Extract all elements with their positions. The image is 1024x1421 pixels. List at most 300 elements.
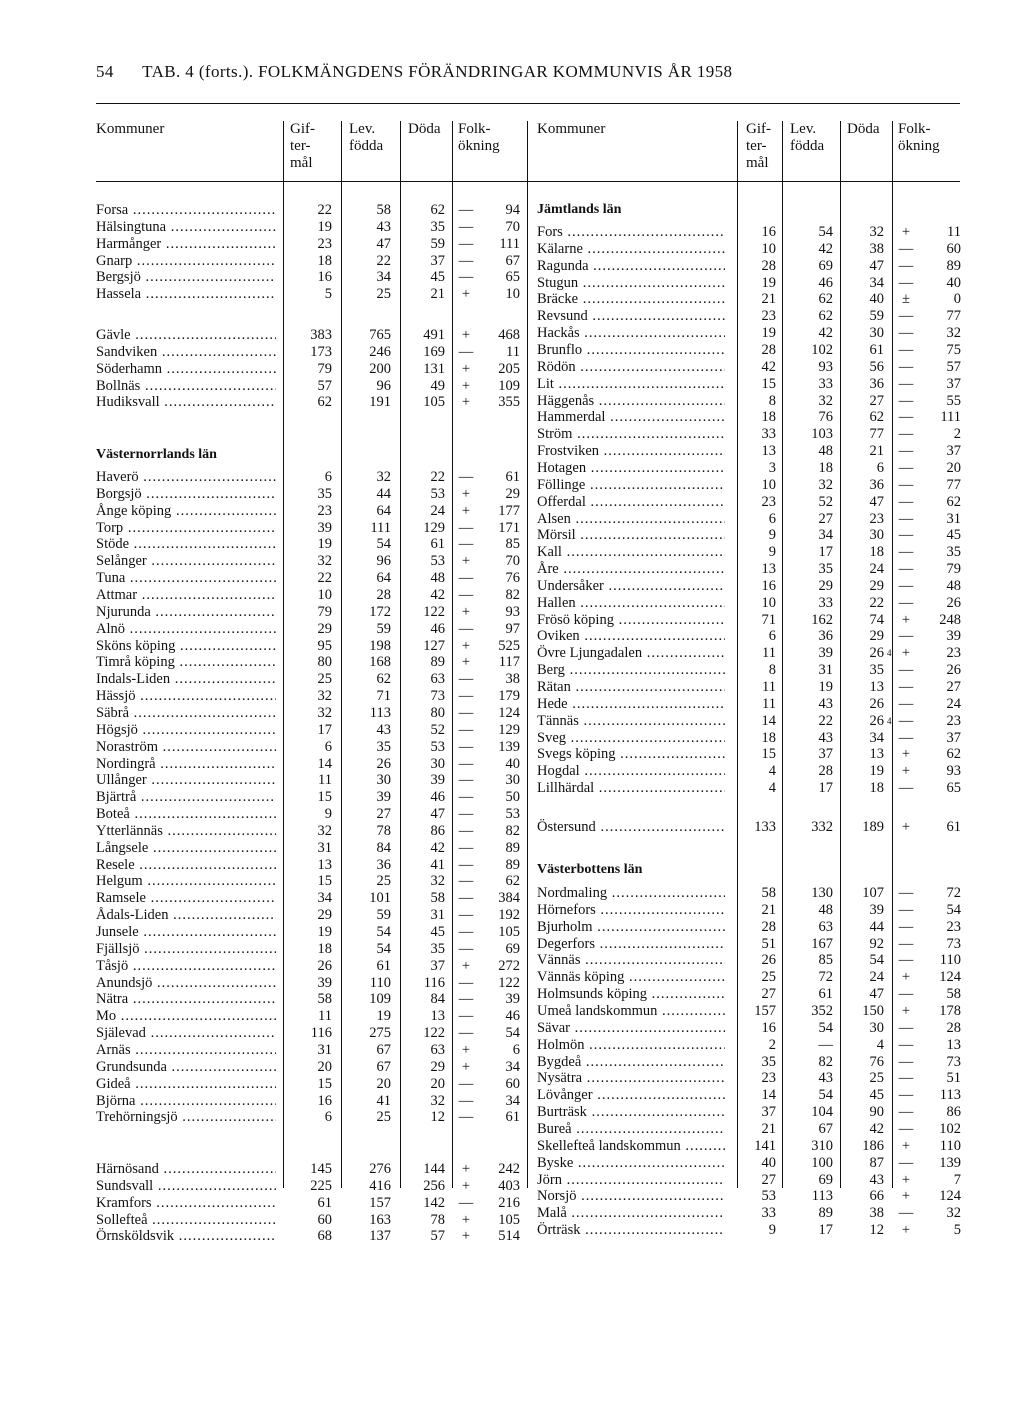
levfodda-value: 34 <box>818 527 833 544</box>
change-sign: + <box>461 360 471 377</box>
doda-value: 73 <box>430 688 445 704</box>
header-levfodda-left: Lev. födda <box>349 121 384 154</box>
change-sign: + <box>461 1211 471 1228</box>
giftermal-value: 26 <box>761 952 776 969</box>
giftermal-value: 28 <box>761 257 776 274</box>
table-row <box>0 857 1024 874</box>
giftermal-value: 79 <box>317 360 332 377</box>
folkokning-value: 20 <box>946 459 961 476</box>
levfodda-value: 48 <box>818 443 833 460</box>
kommun-name: Harmånger ..... <box>96 236 276 253</box>
doda-value: 34 <box>869 729 884 746</box>
kommun-name: Nätra ..... <box>96 991 276 1008</box>
kommun-name: Östersund ..... <box>537 819 725 836</box>
kommun-name: Borgsjö ..... <box>96 486 276 503</box>
levfodda-value: 157 <box>369 1194 391 1211</box>
header-kommuner-right: Kommuner <box>537 121 606 137</box>
folkokning-value: 45 <box>946 527 961 544</box>
levfodda-value: 52 <box>818 493 833 510</box>
folkokning-value: 403 <box>498 1177 520 1194</box>
change-sign: + <box>461 603 471 620</box>
table-row <box>0 819 1024 836</box>
table-row <box>0 662 1024 679</box>
folkokning-value: 86 <box>946 1104 961 1120</box>
kommun-name: Bergsjö ..... <box>96 269 276 286</box>
change-sign: — <box>898 1070 914 1087</box>
levfodda-value: 332 <box>811 819 833 835</box>
folkokning-value: 23 <box>946 645 961 662</box>
table-row <box>0 1155 1024 1172</box>
kommun-name: Bollnäs ..... <box>96 378 276 395</box>
folkokning-value: 54 <box>946 901 961 918</box>
change-sign: — <box>458 940 474 957</box>
change-sign: — <box>458 202 474 218</box>
folkokning-value: 77 <box>946 476 961 493</box>
levfodda-value: 100 <box>811 1154 833 1171</box>
giftermal-value: 33 <box>761 426 776 443</box>
table-row <box>0 578 1024 595</box>
change-sign: — <box>458 873 474 890</box>
folkokning-value: 29 <box>505 485 520 502</box>
folkokning-value: 51 <box>946 1070 961 1087</box>
folkokning-value: 205 <box>498 360 520 377</box>
doda-value: 40 <box>869 291 884 308</box>
change-sign: — <box>458 822 474 839</box>
kommun-name: Indals-Liden ..... <box>96 671 276 688</box>
doda-value: 61 <box>869 342 884 358</box>
giftermal-value: 22 <box>317 202 332 218</box>
giftermal-value: 26 <box>317 957 332 974</box>
change-sign: — <box>898 426 914 443</box>
folkokning-value: 272 <box>498 957 520 974</box>
table-row <box>0 1138 1024 1155</box>
doda-value: 122 <box>423 603 445 620</box>
giftermal-value: 27 <box>761 986 776 1003</box>
doda-value: 45 <box>430 924 445 940</box>
folkokning-value: 124 <box>498 704 520 721</box>
kommun-name: Junsele ..... <box>96 924 276 941</box>
kommun-name: Stugun ..... <box>537 275 725 292</box>
change-sign: — <box>898 885 914 901</box>
folkokning-value: 10 <box>505 286 520 303</box>
giftermal-value: 3 <box>768 459 776 476</box>
doda-value: 43 <box>869 1171 884 1188</box>
change-sign: — <box>458 218 474 235</box>
levfodda-value: 22 <box>376 252 391 269</box>
kommun-name: Fors ..... <box>537 224 725 241</box>
table-row <box>0 308 1024 325</box>
giftermal-value: 15 <box>761 375 776 392</box>
giftermal-value: 29 <box>317 620 332 637</box>
change-sign: + <box>901 224 911 240</box>
folkokning-value: 93 <box>946 763 961 780</box>
doda-value: 38 <box>869 240 884 257</box>
folkokning-value: 5 <box>953 1222 961 1238</box>
table-row <box>0 1205 1024 1222</box>
kommun-name: Hudiksvall ..... <box>96 394 276 411</box>
levfodda-value: 35 <box>818 561 833 577</box>
kommun-name: Alnö ..... <box>96 621 276 638</box>
doda-value: 169 <box>423 343 445 360</box>
levfodda-value: 200 <box>369 360 391 377</box>
doda-value: 26 <box>869 695 884 712</box>
change-sign: + <box>461 1177 471 1194</box>
doda-value: 34 <box>869 274 884 291</box>
folkokning-value: 70 <box>505 218 520 235</box>
table-row <box>0 342 1024 359</box>
folkokning-value: 94 <box>505 202 520 218</box>
folkokning-value: 62 <box>505 873 520 890</box>
table-row <box>0 595 1024 612</box>
giftermal-value: 13 <box>761 443 776 460</box>
levfodda-value: 36 <box>376 856 391 873</box>
folkokning-value: 61 <box>946 819 961 835</box>
folkokning-value: 65 <box>505 269 520 286</box>
giftermal-value: 20 <box>317 1058 332 1075</box>
giftermal-value: 6 <box>768 628 776 645</box>
table-row <box>0 291 1024 308</box>
section-title: Jämtlands län <box>537 202 622 217</box>
doda-value: 54 <box>869 952 884 969</box>
table-row <box>0 258 1024 275</box>
change-sign: — <box>458 772 474 789</box>
levfodda-value: 104 <box>811 1104 833 1120</box>
giftermal-value: 53 <box>761 1188 776 1205</box>
giftermal-value: 23 <box>761 493 776 510</box>
table-row <box>0 628 1024 645</box>
levfodda-value: 18 <box>818 459 833 476</box>
doda-value: 26 <box>869 645 884 662</box>
levfodda-value: 765 <box>369 327 391 343</box>
kommun-name: Anundsjö ..... <box>96 975 276 992</box>
levfodda-value: 43 <box>818 695 833 712</box>
doda-value: 59 <box>430 235 445 252</box>
levfodda-value: 167 <box>811 935 833 952</box>
doda-value: 13 <box>869 679 884 695</box>
table-row <box>0 1188 1024 1205</box>
kommun-name: Burträsk ..... <box>537 1104 725 1121</box>
kommun-name: Härnösand ..... <box>96 1161 276 1178</box>
doda-value: 47 <box>869 257 884 274</box>
kommun-name: Arnäs ..... <box>96 1042 276 1059</box>
change-sign: + <box>461 286 471 303</box>
table-row <box>0 224 1024 241</box>
folkokning-value: 79 <box>946 561 961 577</box>
change-sign: — <box>458 755 474 772</box>
giftermal-value: 225 <box>310 1177 332 1194</box>
giftermal-value: 17 <box>317 721 332 738</box>
folkokning-value: 61 <box>505 469 520 485</box>
table-row <box>0 1222 1024 1239</box>
doda-value: 92 <box>869 935 884 952</box>
giftermal-value: 9 <box>324 806 332 822</box>
giftermal-value: 9 <box>768 1222 776 1238</box>
giftermal-value: 68 <box>317 1228 332 1245</box>
giftermal-value: 19 <box>317 536 332 553</box>
levfodda-value: 85 <box>818 952 833 969</box>
levfodda-value: 32 <box>818 392 833 409</box>
change-sign: — <box>898 1019 914 1036</box>
kommun-name: Tåsjö ..... <box>96 958 276 975</box>
table-row <box>0 1070 1024 1087</box>
doda-value: 24 <box>869 969 884 986</box>
table-row <box>0 696 1024 713</box>
giftermal-value: 33 <box>761 1205 776 1222</box>
folkokning-value: 54 <box>505 1025 520 1042</box>
change-sign: + <box>461 553 471 570</box>
kommun-name: Hallen ..... <box>537 595 725 612</box>
levfodda-value: 62 <box>376 671 391 688</box>
kommun-name: Noraström ..... <box>96 739 276 756</box>
doda-value: 47 <box>430 806 445 822</box>
change-sign: + <box>461 1041 471 1058</box>
change-sign: — <box>898 375 914 392</box>
folkokning-value: 82 <box>505 587 520 603</box>
giftermal-value: 8 <box>768 392 776 409</box>
giftermal-value: 2 <box>768 1036 776 1053</box>
giftermal-value: 57 <box>317 377 332 394</box>
table-row <box>0 511 1024 528</box>
change-sign: — <box>898 257 914 274</box>
table-row <box>0 241 1024 258</box>
kommun-name: Selånger ..... <box>96 553 276 570</box>
table-row <box>0 494 1024 511</box>
levfodda-value: 101 <box>369 890 391 907</box>
table-row <box>0 1020 1024 1037</box>
folkokning-value: 124 <box>939 1188 961 1205</box>
table-row <box>0 275 1024 292</box>
giftermal-value: 34 <box>317 890 332 907</box>
table-row <box>0 713 1024 730</box>
levfodda-value: 54 <box>818 224 833 240</box>
levfodda-value: 82 <box>818 1053 833 1070</box>
doda-value: 4 <box>876 1036 884 1053</box>
doda-value: 53 <box>430 553 445 570</box>
giftermal-value: 11 <box>762 695 776 712</box>
giftermal-value: 6 <box>324 1109 332 1126</box>
kommun-name: Åre ..... <box>537 561 725 578</box>
giftermal-value: 6 <box>324 738 332 755</box>
levfodda-value: 62 <box>818 308 833 325</box>
change-sign: — <box>458 806 474 822</box>
levfodda-value: 28 <box>376 587 391 603</box>
kommun-name: Timrå köping ..... <box>96 654 276 671</box>
levfodda-value: 276 <box>369 1161 391 1177</box>
table-row <box>0 561 1024 578</box>
folkokning-value: 23 <box>946 918 961 935</box>
kommun-name: Haverö ..... <box>96 469 276 486</box>
doda-value: 22 <box>430 469 445 485</box>
levfodda-value: 42 <box>818 325 833 342</box>
folkokning-value: 60 <box>505 1075 520 1092</box>
change-sign: + <box>461 637 471 654</box>
levfodda-value: 110 <box>369 974 391 991</box>
giftermal-value: 18 <box>317 252 332 269</box>
giftermal-value: 42 <box>761 358 776 375</box>
giftermal-value: 40 <box>761 1154 776 1171</box>
giftermal-value: 6 <box>768 510 776 527</box>
kommun-name: Holmsunds köping ..... <box>537 986 725 1003</box>
giftermal-value: 39 <box>317 974 332 991</box>
kommun-name: Hotagen ..... <box>537 460 725 477</box>
levfodda-value: 31 <box>818 662 833 679</box>
table-row <box>0 986 1024 1003</box>
doda-value: 256 <box>423 1177 445 1194</box>
header-doda-left: Döda <box>408 121 441 137</box>
folkokning-value: 37 <box>946 729 961 746</box>
levfodda-value: 17 <box>818 544 833 561</box>
giftermal-value: 29 <box>317 907 332 924</box>
change-sign: + <box>901 1137 911 1154</box>
table-row <box>0 840 1024 857</box>
folkokning-value: 58 <box>946 986 961 1003</box>
levfodda-value: 28 <box>818 763 833 780</box>
change-sign: + <box>901 969 911 986</box>
levfodda-value: 43 <box>376 721 391 738</box>
folkokning-value: 61 <box>505 1109 520 1126</box>
folkokning-value: 248 <box>939 611 961 628</box>
levfodda-value: 47 <box>376 235 391 252</box>
kommun-name: Mo ..... <box>96 1008 276 1025</box>
levfodda-value: 39 <box>376 789 391 806</box>
kommun-name: Lit ..... <box>537 376 725 393</box>
kommun-name: Kälarne ..... <box>537 241 725 258</box>
levfodda-value: 72 <box>818 969 833 986</box>
doda-value: 53 <box>430 738 445 755</box>
change-sign: — <box>898 695 914 712</box>
table-row <box>0 763 1024 780</box>
giftermal-value: 173 <box>310 343 332 360</box>
levfodda-value: 191 <box>369 394 391 411</box>
kommun-name: Sävar ..... <box>537 1020 725 1037</box>
header-folkokning-right: Folk- ökning <box>898 121 940 154</box>
change-sign: + <box>901 611 911 628</box>
change-sign: — <box>458 1109 474 1126</box>
change-sign: — <box>898 342 914 358</box>
levfodda-value: 89 <box>818 1205 833 1222</box>
doda-value: 90 <box>869 1104 884 1120</box>
change-sign: — <box>458 1075 474 1092</box>
levfodda-value: 37 <box>818 746 833 763</box>
giftermal-value: 15 <box>317 1075 332 1092</box>
giftermal-value: 23 <box>317 235 332 252</box>
doda-value: 53 <box>430 485 445 502</box>
footnote-marker: 4 <box>887 648 892 659</box>
doda-value: 20 <box>430 1075 445 1092</box>
folkokning-value: 34 <box>505 1058 520 1075</box>
folkokning-value: 31 <box>946 510 961 527</box>
table-row <box>0 1003 1024 1020</box>
folkokning-value: 57 <box>946 358 961 375</box>
folkokning-value: 34 <box>505 1092 520 1109</box>
folkokning-value: 111 <box>940 409 961 426</box>
levfodda-value: 172 <box>369 603 391 620</box>
table-row <box>0 376 1024 393</box>
doda-value: 48 <box>430 570 445 587</box>
giftermal-value: 19 <box>761 325 776 342</box>
giftermal-value: 11 <box>762 645 776 662</box>
change-sign: — <box>458 469 474 485</box>
folkokning-value: 23 <box>946 712 961 729</box>
table-title: TAB. 4 (forts.). FOLKMÄNGDENS FÖRÄNDRINGAR KOMMUNVIS ÅR 1958 <box>142 62 733 81</box>
page-header <box>96 62 732 82</box>
table-row <box>0 477 1024 494</box>
folkokning-value: 6 <box>512 1041 520 1058</box>
change-sign: — <box>898 594 914 611</box>
levfodda-value: 25 <box>376 286 391 303</box>
change-sign: + <box>461 1161 471 1177</box>
giftermal-value: 35 <box>317 485 332 502</box>
doda-value: 47 <box>869 986 884 1003</box>
kommun-name: Gnarp ..... <box>96 253 276 270</box>
giftermal-value: 23 <box>761 308 776 325</box>
folkokning-value: 37 <box>946 375 961 392</box>
table-row <box>0 202 1024 219</box>
kommun-name: Gävle ..... <box>96 327 276 344</box>
folkokning-value: 39 <box>946 628 961 645</box>
giftermal-value: 18 <box>317 940 332 957</box>
kommun-name: Malå ..... <box>537 1205 725 1222</box>
table-row <box>0 393 1024 410</box>
doda-value: 29 <box>869 628 884 645</box>
kommun-name: Boteå ..... <box>96 806 276 823</box>
table-row <box>0 544 1024 561</box>
giftermal-value: 14 <box>317 755 332 772</box>
change-sign: — <box>898 358 914 375</box>
doda-value: 38 <box>869 1205 884 1222</box>
giftermal-value: 11 <box>762 679 776 695</box>
giftermal-value: 22 <box>317 570 332 587</box>
change-sign: — <box>458 789 474 806</box>
folkokning-value: 85 <box>505 536 520 553</box>
kommun-name: Långsele ..... <box>96 840 276 857</box>
table-row <box>0 527 1024 544</box>
table-row <box>0 902 1024 919</box>
doda-value: 84 <box>430 991 445 1008</box>
levfodda-value: 59 <box>376 620 391 637</box>
change-sign: — <box>458 587 474 603</box>
doda-value: 76 <box>869 1053 884 1070</box>
change-sign: + <box>901 1003 911 1019</box>
doda-value: 32 <box>430 873 445 890</box>
doda-value: 31 <box>430 907 445 924</box>
levfodda-value: 61 <box>376 957 391 974</box>
folkokning-value: 468 <box>498 327 520 343</box>
giftermal-value: 23 <box>317 502 332 519</box>
change-sign: + <box>461 1058 471 1075</box>
levfodda-value: 111 <box>370 519 391 536</box>
kommun-name: Hackås ..... <box>537 325 725 342</box>
kommun-name: Nysätra ..... <box>537 1070 725 1087</box>
kommun-name: Forsa ..... <box>96 202 276 219</box>
change-sign: + <box>901 763 911 780</box>
kommun-name: Björna ..... <box>96 1093 276 1110</box>
levfodda-value: 96 <box>376 377 391 394</box>
levfodda-value: 43 <box>818 1070 833 1087</box>
levfodda-value: 69 <box>818 257 833 274</box>
change-sign: — <box>898 628 914 645</box>
levfodda-value: 48 <box>818 901 833 918</box>
folkokning-value: 129 <box>498 721 520 738</box>
folkokning-value: 109 <box>498 377 520 394</box>
folkokning-value: 124 <box>939 969 961 986</box>
giftermal-value: 32 <box>317 688 332 704</box>
giftermal-value: 39 <box>317 519 332 536</box>
table-row <box>0 1037 1024 1054</box>
doda-value: 45 <box>430 269 445 286</box>
table-row <box>0 780 1024 797</box>
folkokning-value: 0 <box>953 291 961 308</box>
